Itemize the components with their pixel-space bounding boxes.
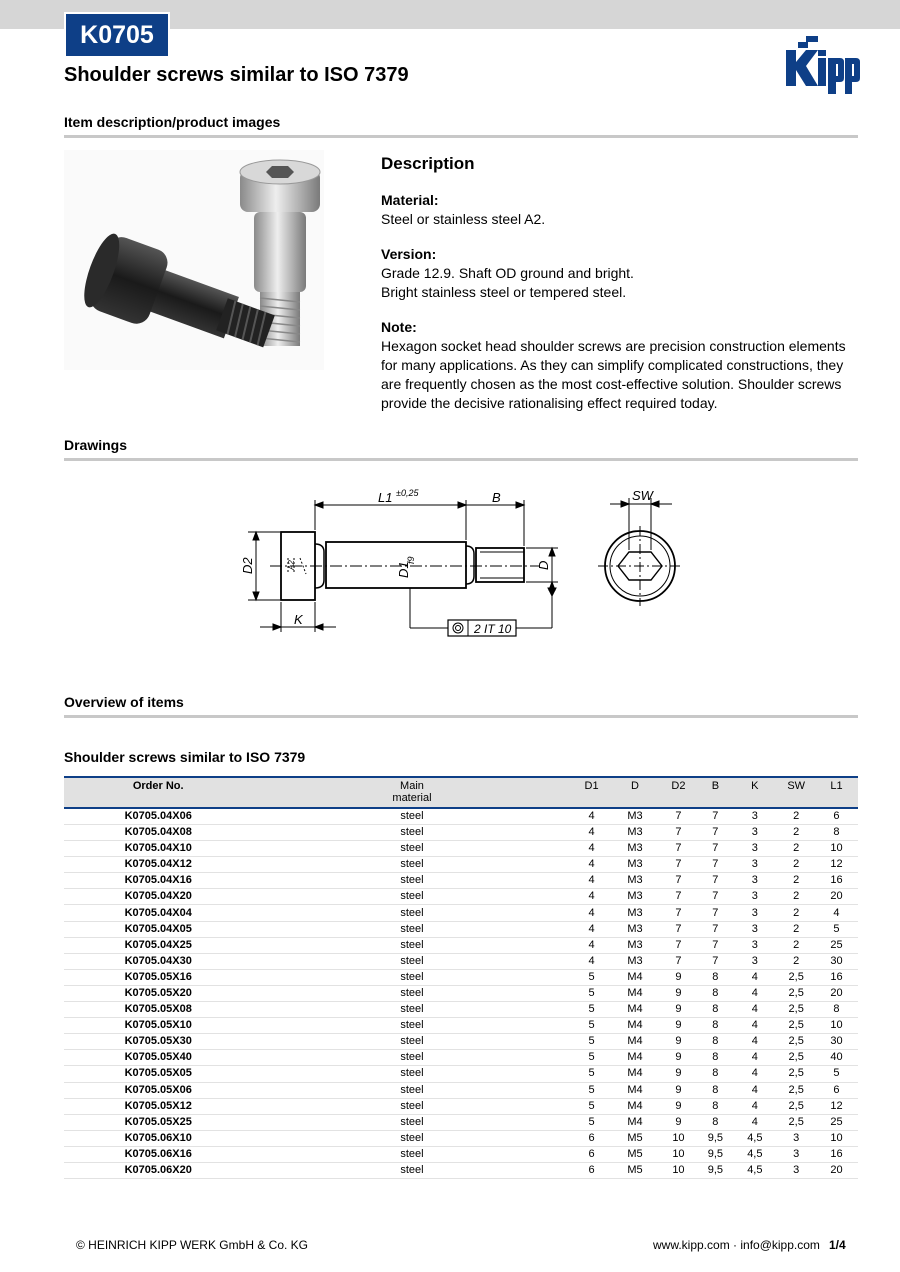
table-row (64, 873, 858, 889)
table-row (64, 937, 858, 953)
page-title: Shoulder screws similar to ISO 7379 (64, 64, 409, 86)
col-header-k: K (732, 777, 777, 808)
table-cell: 2,5 (777, 1034, 814, 1050)
table-cell: 5 (815, 921, 858, 937)
table-row (64, 1162, 858, 1178)
table-cell: steel (252, 953, 571, 969)
table-cell: 3 (732, 889, 777, 905)
footer-copyright: © HEINRICH KIPP WERK GmbH & Co. KG (76, 1238, 308, 1252)
table-cell: 4 (732, 1082, 777, 1098)
table-cell: 30 (815, 953, 858, 969)
table-cell: 7 (658, 857, 698, 873)
col-header-order-no: Order No. (64, 777, 252, 808)
table-cell: 4 (572, 808, 612, 825)
table-row (64, 1082, 858, 1098)
dim-label-sw: SW (632, 488, 653, 503)
table-cell: K0705.04X30 (64, 953, 252, 969)
table-cell: steel (252, 1114, 571, 1130)
table-cell: steel (252, 1130, 571, 1146)
table-cell: 30 (815, 1034, 858, 1050)
table-cell: 4 (732, 985, 777, 1001)
table-cell: K0705.06X10 (64, 1130, 252, 1146)
dim-label-b: B (492, 490, 501, 505)
table-cell: 5 (572, 1098, 612, 1114)
table-cell: 2,5 (777, 1050, 814, 1066)
table-row (64, 1066, 858, 1082)
table-cell: 7 (658, 808, 698, 825)
table-cell: 9 (658, 1050, 698, 1066)
table-cell: 8 (698, 1114, 732, 1130)
table-cell: 9 (658, 969, 698, 985)
table-cell: 6 (815, 1082, 858, 1098)
material-text: Steel or stainless steel A2. (381, 211, 546, 227)
table-cell: 2 (777, 953, 814, 969)
table-cell: 4 (732, 1018, 777, 1034)
table-row (64, 1050, 858, 1066)
table-cell: 9 (658, 1082, 698, 1098)
footer-page-number: 1/4 (829, 1238, 846, 1252)
table-cell: steel (252, 921, 571, 937)
table-cell: 10 (815, 1130, 858, 1146)
table-cell: 4 (572, 921, 612, 937)
table-cell: 7 (698, 889, 732, 905)
table-cell: K0705.06X20 (64, 1162, 252, 1178)
table-cell: 20 (815, 889, 858, 905)
table-row (64, 1130, 858, 1146)
table-cell: 7 (698, 857, 732, 873)
table-cell: 3 (777, 1162, 814, 1178)
section-rule (64, 135, 858, 138)
section-rule (64, 458, 858, 461)
col-header-d2: D2 (658, 777, 698, 808)
table-cell: 7 (698, 825, 732, 841)
table-cell: 3 (732, 873, 777, 889)
table-cell: 8 (698, 1002, 732, 1018)
table-cell: 2 (777, 889, 814, 905)
table-cell: 3 (732, 953, 777, 969)
table-cell: 2 (777, 905, 814, 921)
table-row (64, 825, 858, 841)
dim-label-d2: D2 (240, 557, 255, 574)
table-cell: 2 (777, 873, 814, 889)
table-cell: 4 (732, 1114, 777, 1130)
table-cell: 7 (658, 841, 698, 857)
table-cell: M3 (612, 808, 659, 825)
table-row (64, 985, 858, 1001)
table-cell: 4 (572, 905, 612, 921)
table-cell: 8 (698, 1082, 732, 1098)
dim-label-l1-tolerance: ±0,25 (396, 488, 419, 498)
table-cell: M5 (612, 1146, 659, 1162)
table-cell: 2,5 (777, 969, 814, 985)
table-cell: K0705.05X06 (64, 1082, 252, 1098)
table-cell: 3 (732, 857, 777, 873)
section-title-overview: Overview of items (64, 694, 184, 710)
dim-label-k: K (294, 612, 303, 627)
table-cell: M3 (612, 905, 659, 921)
description-block (381, 150, 861, 413)
table-cell: K0705.04X25 (64, 937, 252, 953)
table-cell: 2 (777, 841, 814, 857)
table-cell: steel (252, 1098, 571, 1114)
table-row (64, 1002, 858, 1018)
table-cell: 3 (777, 1146, 814, 1162)
table-cell: steel (252, 808, 571, 825)
table-row (64, 841, 858, 857)
table-cell: 3 (732, 937, 777, 953)
table-cell: K0705.05X16 (64, 969, 252, 985)
table-cell: K0705.04X10 (64, 841, 252, 857)
table-cell: steel (252, 1002, 571, 1018)
table-cell: steel (252, 1034, 571, 1050)
table-cell: 5 (572, 1002, 612, 1018)
product-code-badge (64, 12, 170, 58)
table-cell: 2 (777, 808, 814, 825)
table-cell: 5 (572, 969, 612, 985)
table-cell: 6 (572, 1162, 612, 1178)
table-row (64, 1146, 858, 1162)
table-cell: steel (252, 1146, 571, 1162)
version-label: Version: (381, 246, 437, 262)
table-cell: 9 (658, 1034, 698, 1050)
table-cell: 7 (698, 873, 732, 889)
table-cell: K0705.05X08 (64, 1002, 252, 1018)
table-cell: 4,5 (732, 1146, 777, 1162)
table-cell: 12 (815, 857, 858, 873)
table-cell: M3 (612, 921, 659, 937)
table-cell: M4 (612, 1114, 659, 1130)
table-cell: 2 (777, 857, 814, 873)
table-cell: 8 (698, 1098, 732, 1114)
section-title-drawings: Drawings (64, 437, 128, 453)
table-cell: 3 (732, 825, 777, 841)
table-cell: K0705.04X12 (64, 857, 252, 873)
table-cell: K0705.05X20 (64, 985, 252, 1001)
col-header-sw: SW (777, 777, 814, 808)
table-cell: 8 (698, 1034, 732, 1050)
table-cell: 5 (572, 1082, 612, 1098)
table-row (64, 1098, 858, 1114)
table-cell: K0705.05X40 (64, 1050, 252, 1066)
col-header-d1: D1 (572, 777, 612, 808)
table-cell: 2,5 (777, 1002, 814, 1018)
table-cell: M4 (612, 985, 659, 1001)
table-cell: steel (252, 905, 571, 921)
table-cell: 10 (658, 1146, 698, 1162)
table-cell: 5 (572, 1066, 612, 1082)
table-cell: M5 (612, 1130, 659, 1146)
dim-label-l1: L1 (378, 490, 393, 505)
table-row (64, 969, 858, 985)
table-cell: 9 (658, 1018, 698, 1034)
table-cell: 4,5 (732, 1130, 777, 1146)
table-row (64, 889, 858, 905)
table-cell: 2,5 (777, 1082, 814, 1098)
table-cell: K0705.04X08 (64, 825, 252, 841)
table-cell: 9 (658, 985, 698, 1001)
table-cell: steel (252, 857, 571, 873)
table-cell: steel (252, 1018, 571, 1034)
table-cell: steel (252, 825, 571, 841)
col-header-l1: L1 (815, 777, 858, 808)
table-cell: steel (252, 969, 571, 985)
technical-drawing (230, 480, 690, 640)
table-cell: 2 (777, 921, 814, 937)
table-cell: steel (252, 1050, 571, 1066)
table-cell: 4 (732, 1066, 777, 1082)
table-cell: 4 (572, 825, 612, 841)
table-cell: K0705.06X16 (64, 1146, 252, 1162)
section-rule (64, 715, 858, 718)
table-cell: 25 (815, 937, 858, 953)
table-cell: 4 (572, 841, 612, 857)
table-cell: 5 (572, 1034, 612, 1050)
table-cell: 4 (732, 1050, 777, 1066)
table-cell: 2,5 (777, 1114, 814, 1130)
table-cell: 25 (815, 1114, 858, 1130)
table-cell: 9 (658, 1098, 698, 1114)
table-cell: 12 (815, 1098, 858, 1114)
table-cell: 2,5 (777, 1098, 814, 1114)
table-cell: 9,5 (698, 1146, 732, 1162)
table-cell: 7 (658, 921, 698, 937)
table-cell: 8 (698, 969, 732, 985)
table-cell: steel (252, 1066, 571, 1082)
table-cell: K0705.05X25 (64, 1114, 252, 1130)
table-cell: 8 (815, 825, 858, 841)
table-cell: 9 (658, 1066, 698, 1082)
table-row (64, 808, 858, 825)
table-cell: steel (252, 937, 571, 953)
table-cell: K0705.04X20 (64, 889, 252, 905)
table-cell: K0705.05X12 (64, 1098, 252, 1114)
table-row (64, 1034, 858, 1050)
table-cell: 6 (572, 1130, 612, 1146)
footer-contact: www.kipp.com · info@kipp.com (653, 1238, 820, 1252)
table-cell: 9 (658, 1114, 698, 1130)
table-cell: 7 (698, 937, 732, 953)
table-cell: 4 (732, 1002, 777, 1018)
product-photo (64, 150, 324, 370)
dim-label-d: D (536, 560, 551, 570)
table-cell: 3 (777, 1130, 814, 1146)
table-cell: M3 (612, 841, 659, 857)
table-cell: 4 (815, 905, 858, 921)
table-cell: 4,5 (732, 1162, 777, 1178)
table-cell: M4 (612, 1082, 659, 1098)
kipp-logo (784, 36, 860, 94)
table-cell: M4 (612, 1034, 659, 1050)
table-cell: 7 (658, 905, 698, 921)
table-header-row (64, 777, 858, 808)
table-row (64, 905, 858, 921)
table-row (64, 953, 858, 969)
version-line-2: Bright stainless steel or tempered steel. (381, 284, 627, 300)
table-cell: 2 (777, 937, 814, 953)
table-cell: steel (252, 841, 571, 857)
table-cell: 5 (572, 985, 612, 1001)
table-cell: 7 (698, 905, 732, 921)
table-cell: 6 (815, 808, 858, 825)
table-cell: 7 (698, 953, 732, 969)
table-cell: K0705.05X10 (64, 1018, 252, 1034)
table-title: Shoulder screws similar to ISO 7379 (64, 749, 306, 765)
table-cell: M4 (612, 1066, 659, 1082)
table-cell: steel (252, 889, 571, 905)
table-cell: M3 (612, 889, 659, 905)
table-cell: steel (252, 1082, 571, 1098)
table-cell: 16 (815, 969, 858, 985)
table-cell: 16 (815, 1146, 858, 1162)
table-cell: 8 (698, 1050, 732, 1066)
table-cell: 9,5 (698, 1130, 732, 1146)
table-cell: 7 (658, 889, 698, 905)
table-cell: 4 (572, 953, 612, 969)
table-cell: M3 (612, 937, 659, 953)
table-row (64, 921, 858, 937)
table-cell: K0705.05X05 (64, 1066, 252, 1082)
table-cell: 40 (815, 1050, 858, 1066)
table-cell: 7 (698, 841, 732, 857)
table-cell: 6 (572, 1146, 612, 1162)
table-cell: 2,5 (777, 1066, 814, 1082)
note-text: Hexagon socket head shoulder screws are precision construction elements for many applications. As they can simplify complicated constructions, they are frequently chosen as the most cost-effective solution. Shoulder screws provide the decisive rationalising effect required today. (381, 338, 846, 411)
col-header-b: B (698, 777, 732, 808)
table-body (64, 808, 858, 1179)
description-heading: Description (381, 154, 475, 173)
table-cell: 7 (658, 873, 698, 889)
material-label: Material: (381, 192, 439, 208)
table-cell: 8 (698, 1018, 732, 1034)
table-cell: steel (252, 873, 571, 889)
table-cell: 2 (777, 825, 814, 841)
table-cell: 3 (732, 905, 777, 921)
dim-label-d1-tolerance: f9 (406, 556, 416, 564)
table-cell: 2,5 (777, 1018, 814, 1034)
table-cell: M4 (612, 1002, 659, 1018)
table-cell: K0705.04X16 (64, 873, 252, 889)
table-cell: 7 (658, 953, 698, 969)
col-header-d: D (612, 777, 659, 808)
table-cell: 10 (658, 1162, 698, 1178)
table-cell: 4 (572, 889, 612, 905)
note-label: Note: (381, 319, 417, 335)
table-cell: 10 (658, 1130, 698, 1146)
table-cell: 2,5 (777, 985, 814, 1001)
product-code: K0705 (80, 20, 154, 49)
table-cell: 10 (815, 841, 858, 857)
table-cell: M3 (612, 953, 659, 969)
version-line-1: Grade 12.9. Shaft OD ground and bright. (381, 265, 634, 281)
table-cell: 8 (698, 985, 732, 1001)
table-cell: M3 (612, 825, 659, 841)
table-cell: 4 (572, 857, 612, 873)
table-cell: 4 (572, 937, 612, 953)
table-cell: 5 (815, 1066, 858, 1082)
table-cell: M3 (612, 873, 659, 889)
section-title-item-description: Item description/product images (64, 114, 281, 130)
table-cell: 10 (815, 1018, 858, 1034)
table-cell: 7 (658, 825, 698, 841)
table-cell: 9,5 (698, 1162, 732, 1178)
table-cell: M4 (612, 1018, 659, 1034)
table-cell: 4 (732, 969, 777, 985)
table-cell: 7 (698, 921, 732, 937)
table-cell: 8 (815, 1002, 858, 1018)
table-cell: 3 (732, 808, 777, 825)
head-marking: A2 (287, 560, 296, 570)
table-row (64, 1018, 858, 1034)
table-cell: steel (252, 1162, 571, 1178)
table-cell: 5 (572, 1114, 612, 1130)
col-header-main-material: Main material (252, 777, 571, 808)
table-cell: steel (252, 985, 571, 1001)
table-cell: M4 (612, 969, 659, 985)
table-cell: 4 (572, 873, 612, 889)
concentricity-value: 2 IT 10 (474, 622, 512, 636)
table-cell: 20 (815, 985, 858, 1001)
items-table (64, 776, 858, 1179)
table-cell: 7 (698, 808, 732, 825)
table-cell: 8 (698, 1066, 732, 1082)
table-cell: 4 (732, 1098, 777, 1114)
table-cell: M4 (612, 1050, 659, 1066)
table-row (64, 857, 858, 873)
table-row (64, 1114, 858, 1130)
table-cell: 5 (572, 1018, 612, 1034)
table-cell: 7 (658, 937, 698, 953)
table-cell: 9 (658, 1002, 698, 1018)
table-cell: 4 (732, 1034, 777, 1050)
table-cell: K0705.04X04 (64, 905, 252, 921)
table-cell: K0705.04X06 (64, 808, 252, 825)
table-cell: M3 (612, 857, 659, 873)
table-cell: 3 (732, 921, 777, 937)
table-cell: M5 (612, 1162, 659, 1178)
dim-label-d1: D1 (396, 561, 411, 578)
table-cell: K0705.05X30 (64, 1034, 252, 1050)
table-cell: M4 (612, 1098, 659, 1114)
table-cell: K0705.04X05 (64, 921, 252, 937)
table-cell: 16 (815, 873, 858, 889)
table-cell: 20 (815, 1162, 858, 1178)
table-cell: 5 (572, 1050, 612, 1066)
table-cell: 3 (732, 841, 777, 857)
